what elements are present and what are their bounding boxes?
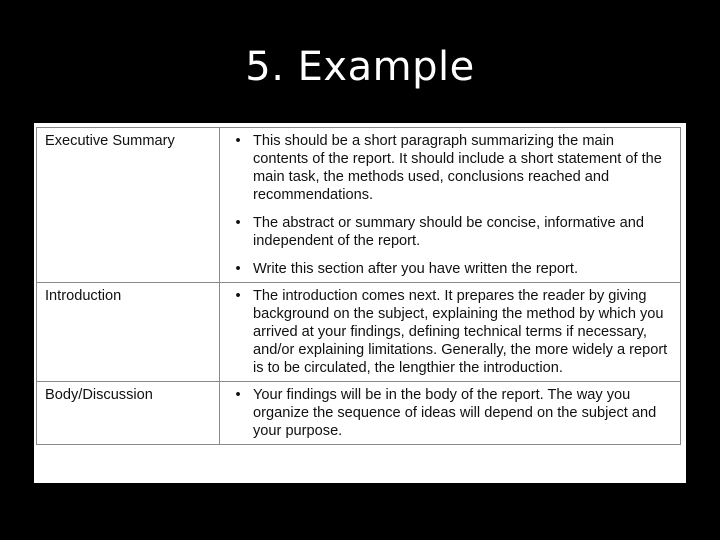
document-image bbox=[34, 123, 686, 483]
list-item bbox=[224, 386, 672, 440]
list-item bbox=[224, 214, 672, 250]
slide-title: 5. Example bbox=[245, 44, 475, 90]
section-content-cell bbox=[220, 128, 681, 283]
section-content-cell bbox=[220, 382, 681, 445]
bullet-icon: • bbox=[235, 133, 241, 149]
bullet-list bbox=[224, 287, 672, 377]
table-row-executive-summary bbox=[37, 128, 681, 283]
bullet-list bbox=[224, 132, 672, 278]
bullet-icon: • bbox=[235, 215, 241, 231]
bullet-icon: • bbox=[235, 387, 241, 403]
bullet-text: Your findings will be in the body of the report. The way you organize the sequence of ideas will depend on the subject and your purpose. bbox=[253, 387, 657, 439]
bullet-list bbox=[224, 386, 672, 440]
bullet-text: Write this section after you have written the report. bbox=[253, 261, 578, 277]
section-content-cell bbox=[220, 283, 681, 382]
section-name-cell: Body/Discussion bbox=[37, 382, 220, 445]
bullet-text: The introduction comes next. It prepares the reader by giving background on the subject, explaining the method by which you arrived at your findings, defining technical terms if necessary, and/or explaining limitations. Generally, the more widely a report is to be circulated, the lengthier the introduction. bbox=[253, 288, 668, 376]
table-row-introduction bbox=[37, 283, 681, 382]
list-item bbox=[224, 260, 672, 278]
section-name-cell: Introduction bbox=[37, 283, 220, 382]
list-item bbox=[224, 287, 672, 377]
bullet-text: This should be a short paragraph summarizing the main contents of the report. It should include a short statement of the main task, the methods used, conclusions reached and recommendations. bbox=[253, 133, 662, 203]
section-name-cell: Executive Summary bbox=[37, 128, 220, 283]
bullet-text: The abstract or summary should be concise, informative and independent of the report. bbox=[253, 215, 644, 249]
table-row-body-discussion bbox=[37, 382, 681, 445]
bullet-icon: • bbox=[235, 288, 241, 304]
bullet-icon: • bbox=[235, 261, 241, 277]
report-structure-table bbox=[36, 127, 681, 445]
list-item bbox=[224, 132, 672, 204]
